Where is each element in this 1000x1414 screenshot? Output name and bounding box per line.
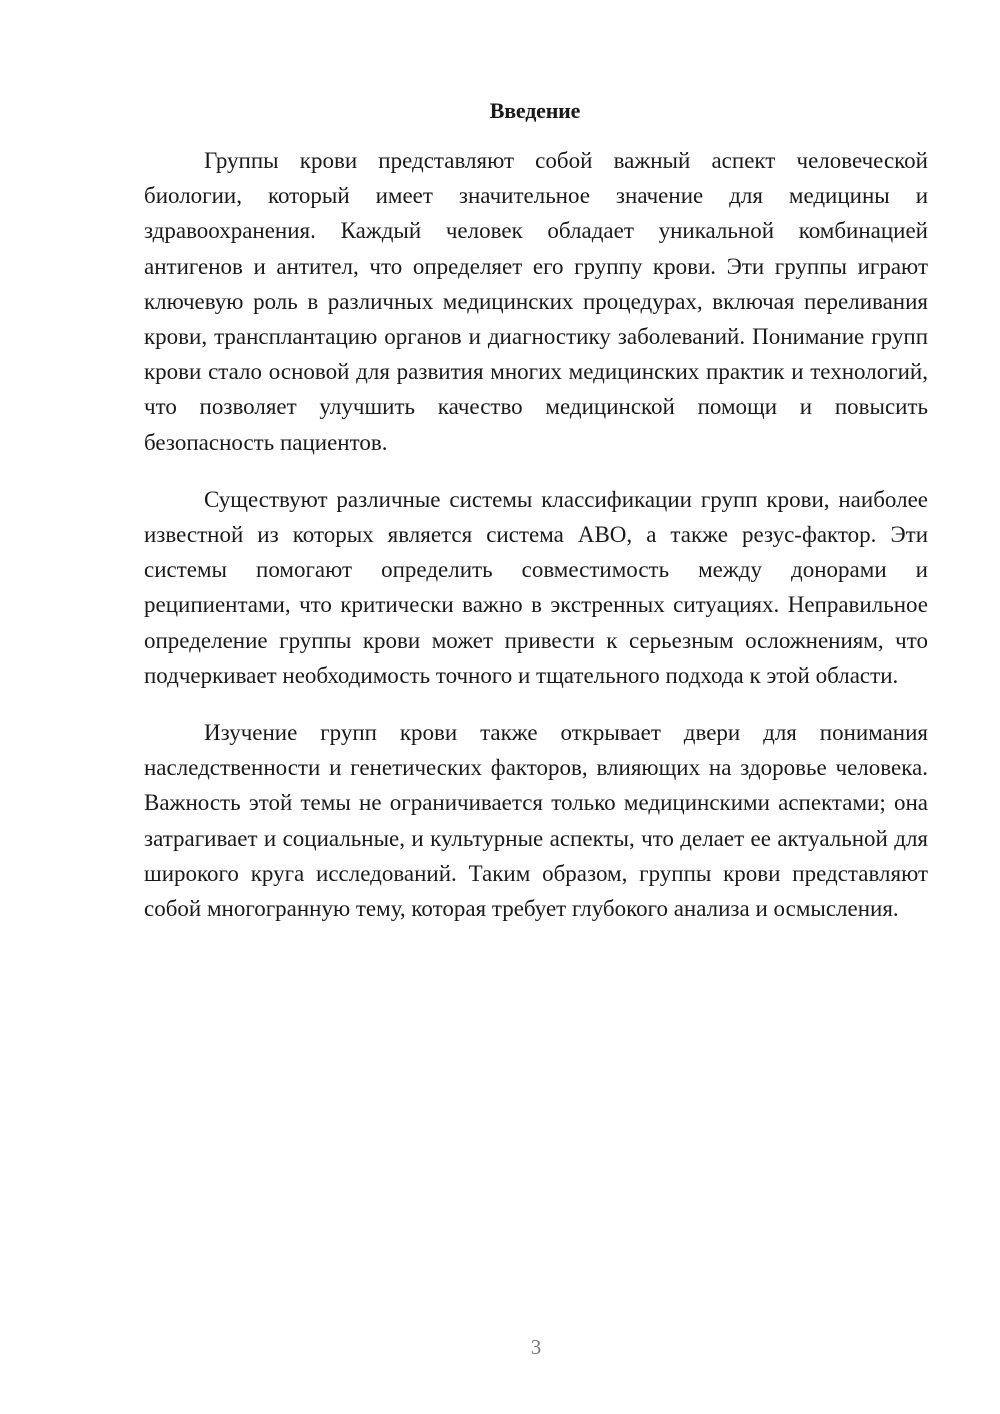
- paragraph-3: Изучение групп крови также открывает двери для понимания наследственности и генетических факторов, влияющих на здоровье человека. Важность этой темы не ограничивается только медицинскими аспектами; она затрагивает и социальные, и культурные аспекты, что делает ее актуальной для широкого круга исследований. Таким образом, группы крови представляют собой многогранную тему, которая требует глубокого анализа и осмысления.: [144, 720, 928, 922]
- paragraph-2: Существуют различные системы классификации групп крови, наиболее известной из которых является система ABO, а также резус-фактор. Эти системы помогают определить совместимость между донорами и реципиентами, что критически важно в экстренных ситуациях. Неправильное определение группы крови может привести к серьезным осложнениям, что подчеркивает необходимость точного и тщательного подхода к этой области.: [144, 486, 928, 688]
- page-number: 3: [530, 1335, 542, 1359]
- paragraph-1: Группы крови представляют собой важный аспект человеческой биологии, который имеет значительное значение для медицины и здравоохранения. Каждый человек обладает уникальной комбинацией антигенов и антител, что определяет его группу крови. Эти группы играют ключевую роль в различных медицинских процедурах, включая переливания крови, трансплантацию органов и диагностику заболеваний. Понимание групп крови стало основой для развития многих медицинских практик и технологий, что позволяет улучшить качество медицинской помощи и повысить безопасность пациентов.: [144, 148, 928, 455]
- section-heading: Введение: [489, 98, 581, 123]
- body-text: [144, 143, 928, 926]
